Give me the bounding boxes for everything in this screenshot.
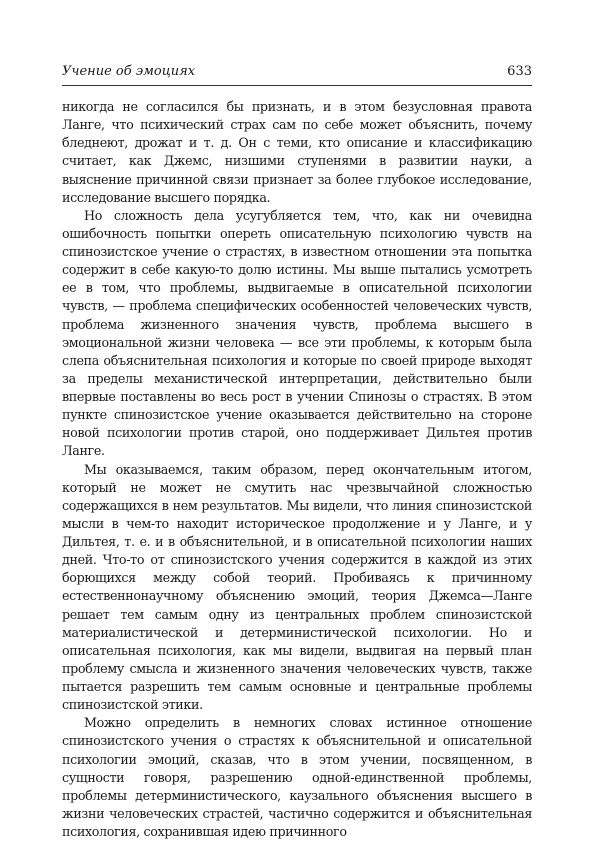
paragraph: Но сложность дела усугубляется тем, что, как ни очевидна ошибочность попытки опереть описательную психологию чувств на спинозистское учение о страстях, в известном отношении эта попытка содержит в себе какую-то долю истины. Мы выше пытались усмотреть ее в том, что проблемы, выдвигаемые в описательной психологии чувств, — проблема специфических особенностей человеческих чувств, проблема жизненного значения чувств, проблема высшего в эмоциональной жизни человека — все эти проблемы, к которым была слепа объяснительная психология и которые по своей природе выходят за пределы механистической интерпретации, действительно были впервые поставлены во весь рост в учении Спинозы о страстях. В этом пункте спинозистское учение оказывается действительно на стороне новой психологии против старой, оно поддерживает Дильтея против Ланге.	[62, 207, 532, 459]
book-page	[62, 0, 532, 849]
running-title: Учение об эмоциях	[62, 64, 196, 79]
body-text	[62, 98, 532, 841]
running-head	[62, 64, 532, 84]
page-number: 633	[507, 64, 532, 79]
paragraph: Мы оказываемся, таким образом, перед окончательным итогом, который не может не смутить нас чрезвычайной сложностью содержащихся в нем результатов. Мы видели, что линия спинозистской мысли в чем-то находит историческое продолжение и у Ланге, и у Дильтея, т. е. и в объяснительной, и в описательной психологии наших дней. Что-то от спинозистского учения содержится в каждой из этих борющихся между собой теорий. Пробиваясь к причинному естественнонаучному объяснению эмоций, теория Джемса—Ланге решает тем самым одну из центральных проблем спинозистской материалистической и детерминистической психологии. Но и описательная психология, как мы видели, выдвигая на первый план проблему смысла и жизненного значения человеческих чувств, также пытается разрешить тем самым основные и центральные проблемы спинозистской этики.	[62, 461, 532, 713]
header-rule	[62, 85, 532, 86]
paragraph: Можно определить в немногих словах истинное отношение спинозистского учения о страстях к объяснительной и описательной психологии эмоций, сказав, что в этом учении, посвященном, в сущности говоря, разрешению одной-единственной проблемы, проблемы детерминистического, каузального объяснения высшего в жизни человеческих страстей, частично содержится и объяснительная психология, сохранившая идею причинного	[62, 715, 532, 839]
paragraph-continued: никогда не согласился бы признать, и в этом безусловная правота Ланге, что психический страх сам по себе может объяснить, почему бледнеют, дрожат и т. д. Он с теми, кто описание и классификацию считает, как Джемс, низшими ступенями в развитии науки, а выяснение причинной связи признает за более глубокое исследование, исследование высшего порядка.	[62, 99, 532, 205]
